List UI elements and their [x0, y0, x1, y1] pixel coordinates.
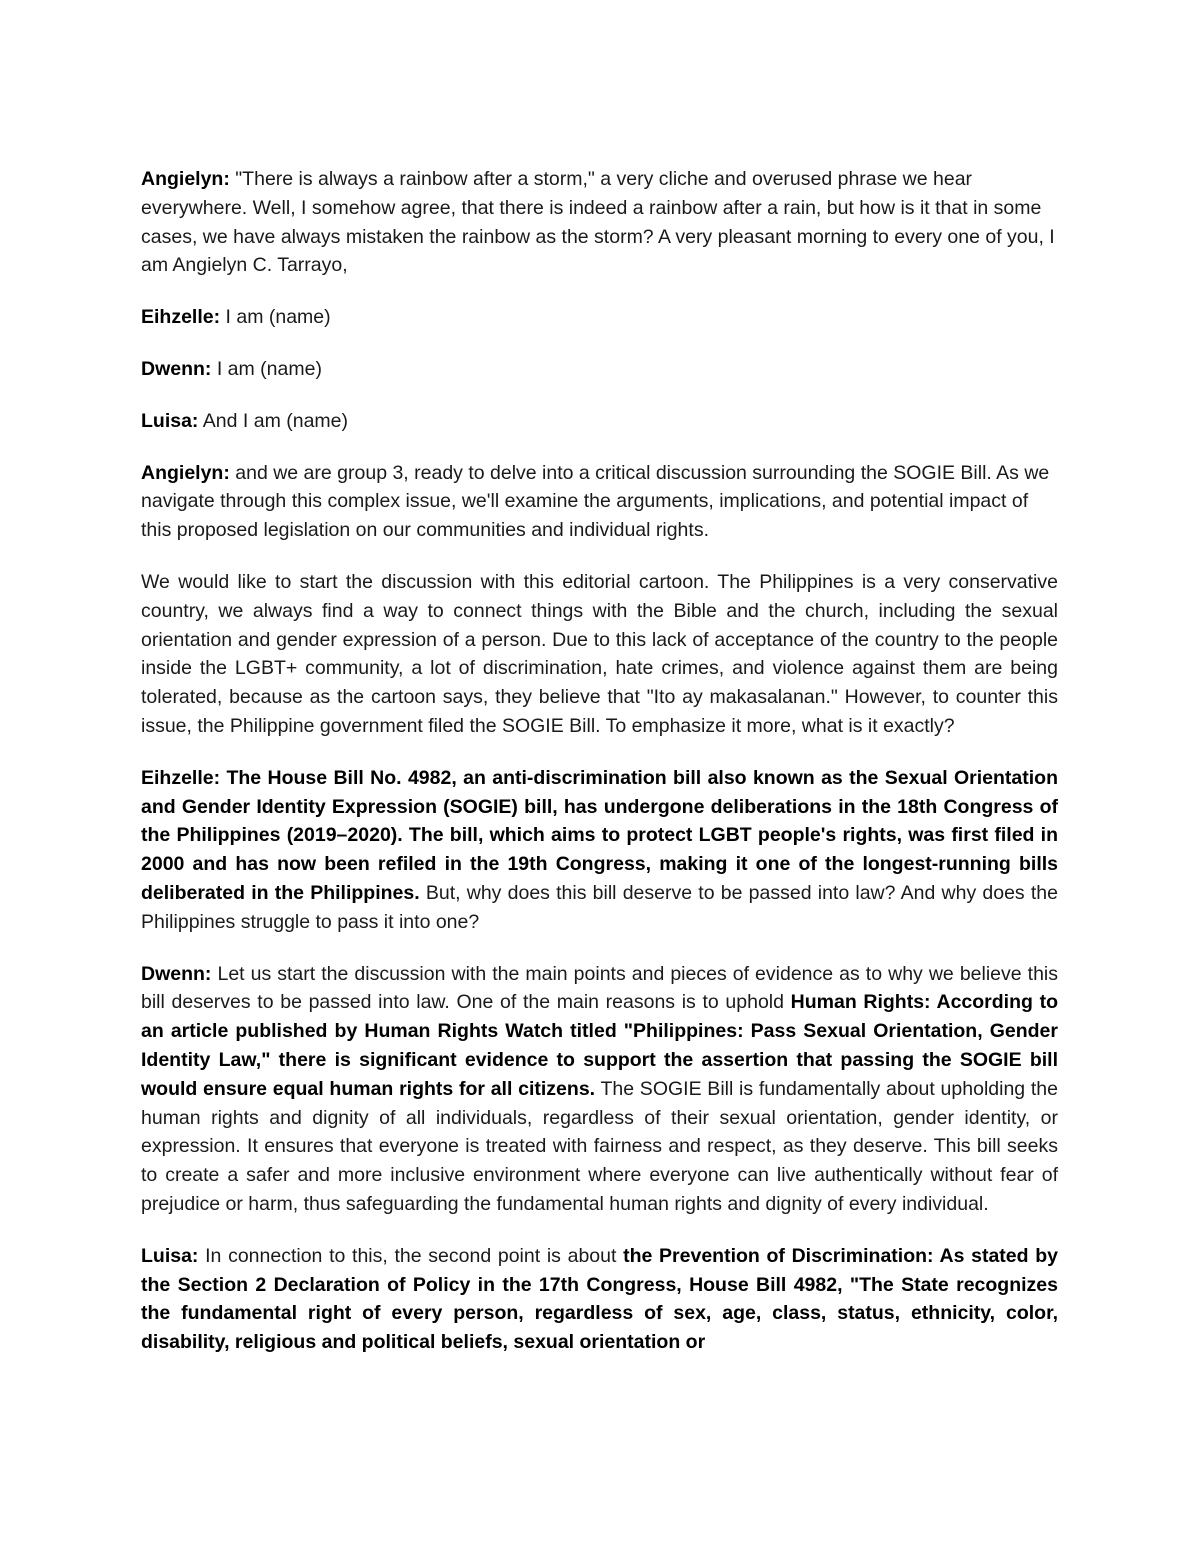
speaker-label: Dwenn: [141, 962, 212, 985]
speaker-label: Luisa: [141, 409, 199, 432]
speaker-label: Angielyn: [141, 461, 230, 484]
paragraph-text: But, why does this bill deserve to be passed into law? And why does the Philippines struggle to pass it into one? [141, 881, 1058, 933]
paragraph-text: The SOGIE Bill is fundamentally about upholding the human rights and dignity of all individuals, regardless of their sexual orientation, gender identity, or expression. It ensures that everyone is treated with fairness and respect, as they deserve. This bill seeks to create a safer and more inclusive environment where everyone can live authentically without fear of prejudice or harm, thus safeguarding the fundamental human rights and dignity of every individual. [141, 1077, 1058, 1215]
paragraph-angielyn-intro [141, 165, 1058, 280]
paragraph-text: In connection to this, the second point is about [198, 1244, 624, 1267]
paragraph-text: And I am (name) [198, 409, 349, 432]
speaker-label: Eihzelle: [141, 306, 221, 329]
paragraph-editorial-cartoon [141, 568, 1058, 741]
paragraph-eihzelle-bill [141, 764, 1058, 937]
paragraph-angielyn-group [141, 459, 1058, 545]
bold-text: Eihzelle: The House Bill No. 4982, an anti-discrimination bill also known as the Sexual Orientation and Gender Identity Expression (SOGIE) bill, has undergone deliberations in the 18th Congress of the Philippines (2019–2020). The bill, which aims to protect LGBT people's rights, was first filed in 2000 and has now been refiled in the 19th Congress, making it one of the longest-running bills deliberated in the Philippines. [141, 766, 1058, 904]
speaker-label: Angielyn: [141, 168, 230, 190]
speaker-label: Dwenn: [141, 357, 212, 380]
paragraph-text: We would like to start the discussion with this editorial cartoon. The Philippines is a very conservative country, we always find a way to connect things with the Bible and the church, including the sexual orientation and gender expression of a person. Due to this lack of acceptance of the country to the people inside the LGBT+ community, a lot of discrimination, hate crimes, and violence against them are being tolerated, because as the cartoon says, they believe that "Ito ay makasalanan." However, to counter this issue, the Philippine government filed the SOGIE Bill. To emphasize it more, what is it exactly? [141, 570, 1058, 737]
document-page [141, 165, 1058, 1380]
paragraph-luisa-discrimination [141, 1242, 1058, 1357]
paragraph-text: Let us start the discussion with the main points and pieces of evidence as to why we believe this bill deserves to be passed into law. One of the main reasons is to uphold [141, 962, 1058, 1014]
paragraph-dwenn-human-rights [141, 960, 1058, 1219]
bold-text: Human Rights: According to an article published by Human Rights Watch titled "Philippines: Pass Sexual Orientation, Gender Identity Law," there is significant evidence to support the assertion that passing the SOGIE bill would ensure equal human rights for all citizens. [141, 991, 1058, 1100]
paragraph-text: "There is always a rainbow after a storm," a very cliche and overused phrase we hear everywhere. Well, I somehow agree, that there is indeed a rainbow after a rain, but how is it that in some cases, we have always mistaken the rainbow as the storm? A very pleasant morning to every one of you, I am Angielyn C. Tarrayo, [141, 168, 1055, 277]
paragraph-luisa-name [141, 407, 1058, 436]
bold-text: the Prevention of Discrimination: As stated by the Section 2 Declaration of Policy in the 17th Congress, House Bill 4982, "The State recognizes the fundamental right of every person, regardless of sex, age, class, status, ethnicity, color, disability, religious and political beliefs, sexual orientation or [141, 1244, 1058, 1354]
paragraph-text: and we are group 3, ready to delve into a critical discussion surrounding the SOGIE Bill. As we navigate through this complex issue, we'll examine the arguments, implications, and potential impact of this proposed legislation on our communities and individual rights. [141, 461, 1050, 542]
paragraph-eihzelle-name [141, 303, 1058, 332]
paragraph-text: I am (name) [211, 357, 322, 380]
paragraph-text: I am (name) [220, 306, 331, 329]
paragraph-dwenn-name [141, 355, 1058, 384]
speaker-label: Luisa: [141, 1244, 199, 1267]
